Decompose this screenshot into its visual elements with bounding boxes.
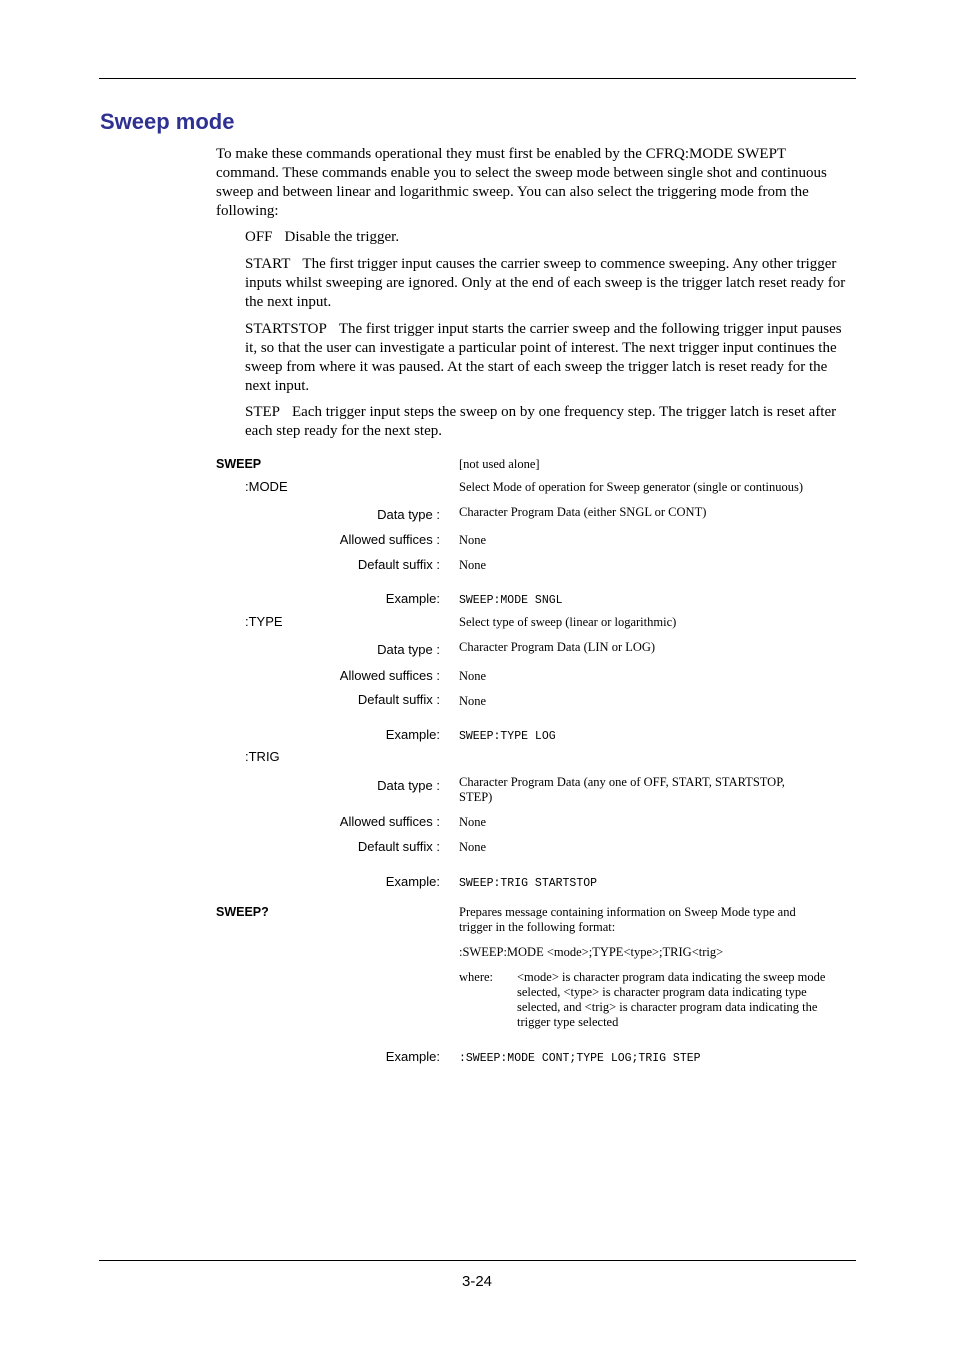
type-desc: Select type of sweep (linear or logarithmic) — [459, 615, 677, 629]
mode-desc: Select Mode of operation for Sweep generator (single or continuous) — [459, 480, 803, 494]
trig-data-type-value: Character Program Data (any one of OFF, START, STARTSTOP, STEP) — [459, 775, 785, 804]
type-data-type-label: Data type : — [377, 642, 440, 657]
trigger-mode-startstop — [245, 320, 850, 396]
mode-keyword: STEP — [245, 404, 281, 420]
mode-keyword: STARTSTOP — [245, 321, 327, 337]
subcommand-type: :TYPE — [245, 614, 283, 629]
mode-allowed-suffices-label: Allowed suffices : — [339, 532, 440, 547]
mode-description: The first trigger input starts the carrier sweep and the following trigger input pauses it, so that the user can investigate a particular point of interest. The next trigger input continues the sweep from where it was paused. At the start of each sweep the trigger latch is reset ready for the next input. — [245, 321, 842, 394]
sweep-query-where-label: where: — [459, 970, 494, 984]
mode-keyword: START — [245, 256, 291, 272]
mode-data-type-value: Character Program Data (either SNGL or CONT) — [459, 505, 707, 519]
mode-description: The first trigger input causes the carrier sweep to commence sweeping. Any other trigger inputs whilst sweeping are ignored. Only at the end of each sweep is the trigger latch reset ready for the next input. — [245, 256, 846, 310]
trig-allowed-suffices-label: Allowed suffices : — [339, 814, 440, 829]
sweep-query-desc: Prepares message containing information on Sweep Mode type and trigger in the following format: — [459, 905, 796, 934]
footer-rule — [99, 1260, 856, 1261]
subcommand-trig: :TRIG — [245, 749, 280, 764]
mode-default-suffix-value: None — [459, 558, 487, 572]
mode-keyword: OFF — [245, 229, 273, 245]
type-default-suffix-label: Default suffix : — [357, 692, 440, 707]
mode-description: Disable the trigger. — [284, 229, 400, 245]
type-allowed-suffices-value: None — [459, 669, 487, 683]
command-sweep-desc: [not used alone] — [459, 457, 540, 471]
header-rule — [99, 78, 856, 79]
type-example-code: SWEEP:TYPE LOG — [459, 730, 556, 743]
trig-allowed-suffices-value: None — [459, 815, 487, 829]
command-sweep-query: SWEEP? — [216, 905, 269, 919]
mode-data-type-label: Data type : — [377, 507, 440, 522]
trig-example-label: Example: — [385, 874, 440, 889]
command-sweep: SWEEP — [216, 457, 262, 471]
page-title: Sweep mode — [100, 109, 235, 134]
sweep-query-example-label: Example: — [385, 1049, 440, 1064]
page-number: 3-24 — [461, 1273, 493, 1290]
trig-default-suffix-label: Default suffix : — [357, 839, 440, 854]
mode-default-suffix-label: Default suffix : — [357, 557, 440, 572]
trig-example-code: SWEEP:TRIG STARTSTOP — [459, 877, 598, 890]
trigger-mode-step — [245, 403, 850, 441]
type-data-type-value: Character Program Data (LIN or LOG) — [459, 640, 656, 654]
sweep-query-format: :SWEEP:MODE <mode>;TYPE<type>;TRIG<trig> — [459, 945, 724, 959]
trigger-mode-start — [245, 255, 850, 312]
trig-data-type-label: Data type : — [377, 778, 440, 793]
intro-paragraph: To make these commands operational they must first be enabled by the CFRQ:MODE SWEPT command. These commands enable you to select the sweep mode between single shot and continuous sweep and between linear and logarithmic sweep. You can also select the triggering mode from the following: — [216, 146, 827, 219]
trig-default-suffix-value: None — [459, 840, 487, 854]
mode-example-code: SWEEP:MODE SNGL — [459, 594, 563, 607]
mode-description: Each trigger input steps the sweep on by one frequency step. The trigger latch is reset after each step ready for the next step. — [245, 404, 837, 439]
sweep-query-example-code: :SWEEP:MODE CONT;TYPE LOG;TRIG STEP — [459, 1052, 701, 1065]
mode-example-label: Example: — [385, 591, 440, 606]
subcommand-mode: :MODE — [245, 479, 288, 494]
sweep-query-where-text: <mode> is character program data indicating the sweep mode selected, <type> is character program data indicating type selected, and <trig> is character program data indicating the trigger type selected — [517, 970, 826, 1029]
type-example-label: Example: — [385, 727, 440, 742]
type-allowed-suffices-label: Allowed suffices : — [339, 668, 440, 683]
type-default-suffix-value: None — [459, 694, 487, 708]
mode-allowed-suffices-value: None — [459, 533, 487, 547]
trigger-mode-off — [245, 228, 850, 247]
